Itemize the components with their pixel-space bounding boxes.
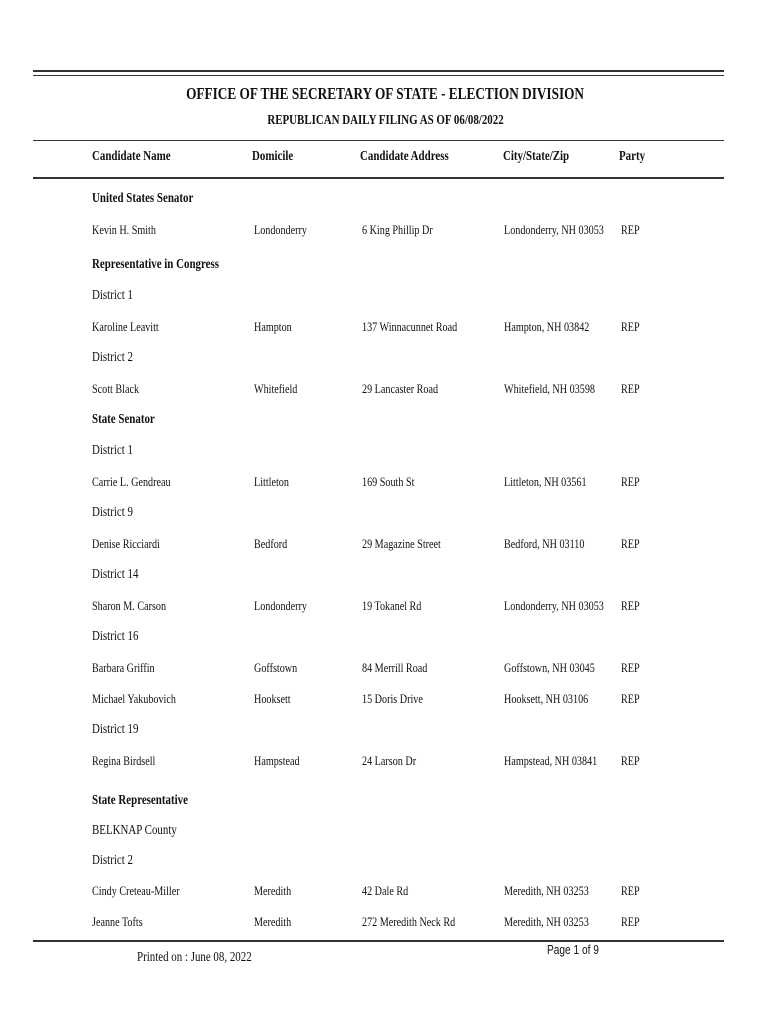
candidate-city: Hooksett, NH 03106	[504, 691, 589, 706]
document-subtitle: REPUBLICAN DAILY FILING AS OF 06/08/2022	[266, 113, 504, 128]
column-header-city: City/State/Zip	[503, 149, 570, 164]
candidate-address: 19 Tokanel Rd	[362, 598, 422, 613]
candidate-domicile: Bedford	[254, 536, 288, 551]
column-header-name: Candidate Name	[92, 149, 171, 164]
candidate-city: Littleton, NH 03561	[504, 474, 587, 489]
candidate-party: REP	[621, 753, 640, 768]
printed-on: Printed on : June 08, 2022	[137, 950, 252, 965]
district-heading: District 16	[92, 629, 139, 644]
candidate-domicile: Hampton	[254, 319, 292, 334]
candidate-city: Bedford, NH 03110	[504, 536, 585, 551]
district-heading: District 19	[92, 722, 139, 737]
candidate-city: Meredith, NH 03253	[504, 883, 589, 898]
candidate-name: Jeanne Tofts	[92, 914, 143, 929]
candidate-name: Scott Black	[92, 381, 140, 396]
candidate-address: 15 Doris Drive	[362, 691, 423, 706]
candidate-address: 6 King Phillip Dr	[362, 222, 433, 237]
candidate-party: REP	[621, 536, 640, 551]
candidate-party: REP	[621, 319, 640, 334]
section-heading: Representative in Congress	[92, 257, 219, 272]
top-rule-thin	[33, 75, 724, 76]
candidate-address: 42 Dale Rd	[362, 883, 409, 898]
candidate-domicile: Londonderry	[254, 598, 307, 613]
candidate-party: REP	[621, 691, 640, 706]
candidate-party: REP	[621, 660, 640, 675]
section-heading: United States Senator	[92, 191, 194, 206]
candidate-party: REP	[621, 222, 640, 237]
candidate-name: Cindy Creteau-Miller	[92, 883, 180, 898]
section-heading: State Senator	[92, 412, 155, 427]
candidate-name: Karoline Leavitt	[92, 319, 159, 334]
candidate-city: Londonderry, NH 03053	[504, 222, 604, 237]
document-title: OFFICE OF THE SECRETARY OF STATE - ELECTION DIVISION	[186, 84, 584, 103]
candidate-name: Michael Yakubovich	[92, 691, 176, 706]
candidate-address: 137 Winnacunnet Road	[362, 319, 458, 334]
candidate-address: 24 Larson Dr	[362, 753, 417, 768]
candidate-domicile: Littleton	[254, 474, 289, 489]
column-header-party: Party	[619, 149, 646, 164]
candidate-city: Hampstead, NH 03841	[504, 753, 598, 768]
candidate-city: Meredith, NH 03253	[504, 914, 589, 929]
candidate-party: REP	[621, 474, 640, 489]
district-heading: District 1	[92, 443, 133, 458]
district-heading: District 2	[92, 350, 133, 365]
candidate-address: 84 Merrill Road	[362, 660, 428, 675]
candidate-party: REP	[621, 883, 640, 898]
candidate-domicile: Meredith	[254, 914, 292, 929]
candidate-city: Hampton, NH 03842	[504, 319, 590, 334]
candidate-name: Kevin H. Smith	[92, 222, 156, 237]
candidate-domicile: Meredith	[254, 883, 292, 898]
district-heading: District 1	[92, 288, 133, 303]
candidate-address: 272 Meredith Neck Rd	[362, 914, 456, 929]
candidate-name: Regina Birdsell	[92, 753, 156, 768]
district-heading: District 9	[92, 505, 133, 520]
candidate-city: Londonderry, NH 03053	[504, 598, 604, 613]
district-heading: District 2	[92, 853, 133, 868]
candidate-party: REP	[621, 914, 640, 929]
candidate-city: Goffstown, NH 03045	[504, 660, 595, 675]
candidate-name: Denise Ricciardi	[92, 536, 160, 551]
column-header-address: Candidate Address	[360, 149, 449, 164]
section-heading: State Representative	[92, 793, 188, 808]
candidate-address: 29 Magazine Street	[362, 536, 441, 551]
candidate-party: REP	[621, 381, 640, 396]
header-rule-bottom	[33, 177, 724, 179]
candidate-domicile: Whitefield	[254, 381, 298, 396]
footer-rule	[33, 940, 724, 942]
candidate-domicile: Goffstown	[254, 660, 298, 675]
top-rule-thick	[33, 70, 724, 72]
candidate-address: 29 Lancaster Road	[362, 381, 439, 396]
candidate-name: Carrie L. Gendreau	[92, 474, 171, 489]
candidate-address: 169 South St	[362, 474, 415, 489]
candidate-city: Whitefield, NH 03598	[504, 381, 595, 396]
header-rule-top	[33, 140, 724, 141]
district-heading: District 14	[92, 567, 139, 582]
candidate-name: Sharon M. Carson	[92, 598, 167, 613]
candidate-party: REP	[621, 598, 640, 613]
candidate-domicile: Londonderry	[254, 222, 307, 237]
page-number: Page 1 of 9	[547, 942, 599, 957]
county-heading: BELKNAP County	[92, 823, 177, 838]
column-header-domicile: Domicile	[252, 149, 294, 164]
candidate-domicile: Hooksett	[254, 691, 291, 706]
candidate-domicile: Hampstead	[254, 753, 300, 768]
candidate-name: Barbara Griffin	[92, 660, 155, 675]
